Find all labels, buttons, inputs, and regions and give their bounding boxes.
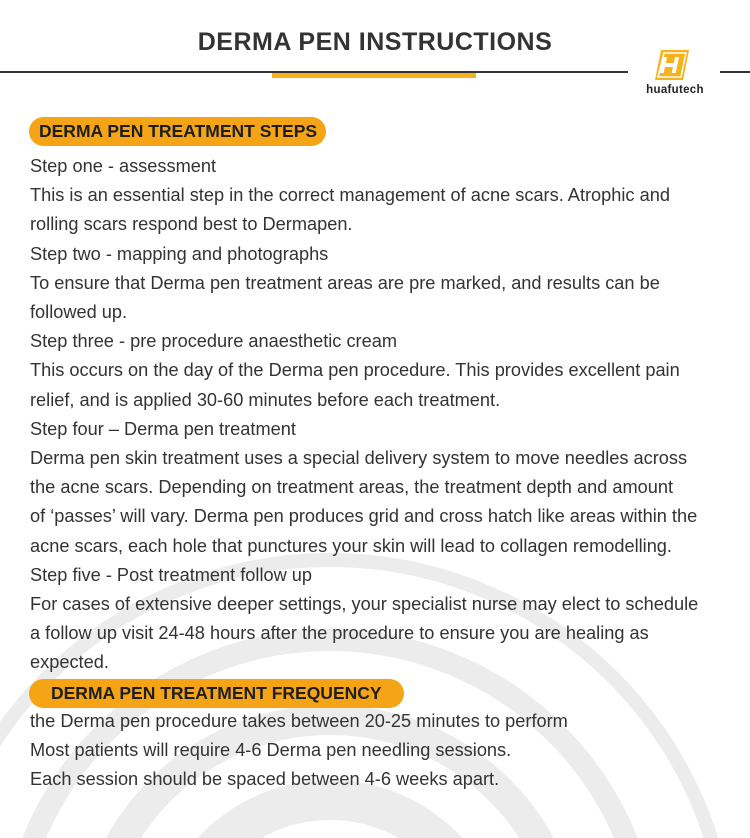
text-line: of ‘passes’ will vary. Derma pen produces grid and cross hatch like areas within the [30, 506, 698, 527]
section-heading-steps: DERMA PEN TREATMENT STEPS [29, 117, 326, 146]
text-line: acne scars, each hole that punctures your skin will lead to collagen remodelling. [30, 535, 672, 556]
header-divider-right [720, 71, 750, 73]
text-line: Step three - pre procedure anaesthetic cream [30, 331, 397, 352]
text-line: relief, and is applied 30-60 minutes before each treatment. [30, 389, 501, 410]
text-line: This is an essential step in the correct management of acne scars. Atrophic and [30, 185, 670, 206]
text-line: Derma pen skin treatment uses a special delivery system to move needles across [30, 448, 688, 469]
text-line: Each session should be spaced between 4-6 weeks apart. [30, 769, 500, 790]
text-line: Most patients will require 4-6 Derma pen needling sessions. [30, 740, 512, 761]
text-line: This occurs on the day of the Derma pen procedure. This provides excellent pain [30, 360, 680, 381]
h-monogram-logo-icon [653, 48, 691, 82]
text-line: expected. [30, 652, 109, 673]
text-line: Step one - assessment [30, 156, 217, 176]
text-line: Step two - mapping and photographs [30, 243, 329, 264]
text-line: the acne scars. Depending on treatment areas, the treatment depth and amount [30, 477, 674, 498]
page-title: DERMA PEN INSTRUCTIONS [197, 28, 553, 56]
steps-text-block [30, 152, 720, 678]
text-line: Step five - Post treatment follow up [30, 564, 313, 585]
text-line: the Derma pen procedure takes between 20-25 minutes to perform [30, 711, 568, 731]
section-heading-frequency: DERMA PEN TREATMENT FREQUENCY [29, 679, 404, 708]
text-line: followed up. [30, 302, 128, 323]
brand-name: huafutech [646, 84, 704, 96]
text-line: Step four – Derma pen treatment [30, 418, 296, 439]
header-accent-bar [272, 73, 476, 78]
frequency-text-block [30, 707, 720, 795]
brand-logo [640, 48, 710, 100]
text-line: For cases of extensive deeper settings, your specialist nurse may elect to schedule [30, 594, 699, 615]
text-line: a follow up visit 24-48 hours after the procedure to ensure you are healing as [30, 623, 649, 644]
text-line: rolling scars respond best to Dermapen. [30, 214, 353, 235]
text-line: To ensure that Derma pen treatment areas are pre marked, and results can be [30, 272, 660, 293]
